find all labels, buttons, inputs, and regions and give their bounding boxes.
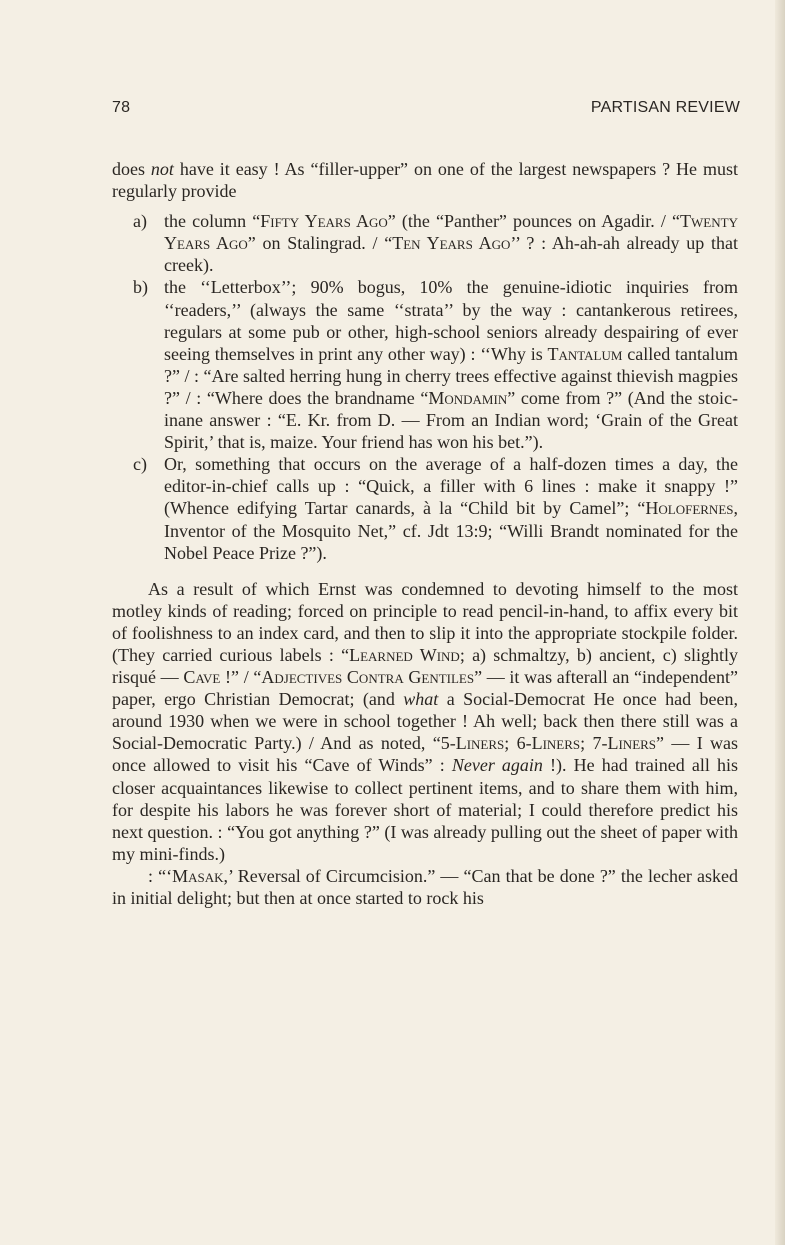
page-number: 78	[112, 99, 131, 116]
list-item-a: a) the column “Fifty Years Ago” (the “Panther” pounces on Agadir. / “Twenty Years Ago” on Stalingrad. / “Ten Years Ago’’ ? : Ah-ah-ah already up that creek).	[133, 211, 739, 276]
body-text	[112, 158, 738, 909]
page-edge	[775, 0, 785, 1245]
list-item-c: c) Or, something that occurs on the average of a half-dozen times a day, the editor-in-chief calls up : “Quick, a filler with 6 lines : make it snappy !” (Whence edifying Tartar canards, à la “Child bit by Camel”; “Holofernes, Inventor of the Mosquito Net,” cf. Jdt 13:9; “Willi Brandt nominated for the Nobel Peace Prize ?”).	[133, 454, 738, 563]
enumerated-list	[112, 210, 738, 564]
running-header	[112, 99, 740, 123]
journal-title: PARTISAN REVIEW	[590, 99, 740, 116]
paragraph-main: As a result of which Ernst was condemned to devoting himself to the most motley kinds of reading; forced on principle to read pencil-in-hand, to affix every bit of foolishness to an index card, and then to slip it into the appropriate stockpile folder. (They carried curious labels : “Learned Wind; a) schmaltzy, b) ancient, c) slightly risqué — Cave !” / “Adjectives Contra Gentiles” — it was afterall an “independent” paper, ergo Christian Democrat; (and what a Social-Democrat He once had been, around 1930 when we were in school together ! Ah well; back then there still was a Social-Democratic Party.) / And as noted, “5-Liners; 6-Liners; 7-Liners” — I was once allowed to visit his “Cave of Winds” : Never again !). He had trained all his closer acquaintances likewise to collect pertinent items, and to share them with him, for despite his labors he was forever short of material; I could therefore predict his next question. : “You got anything ?” (I was already pulling out the sheet of paper with my mini-finds.)	[112, 578, 739, 864]
lead-paragraph: does not have it easy ! As “filler-upper” on one of the largest newspapers ? He must regularly provide	[112, 159, 738, 202]
paragraph-dialogue: : “‘Masak,’ Reversal of Circumcision.” — “Can that be done ?” the lecher asked in initial delight; but then at once started to rock his	[112, 865, 738, 908]
list-marker: a)	[133, 211, 147, 232]
list-item-b: b) the ‘‘Letterbox’’; 90% bogus, 10% the genuine-idiotic inquiries from ‘‘readers,’’ (always the same ‘‘strata’’ by the way : cantankerous retirees, regulars at some pub or other, high-school seniors already despairing of ever seeing themselves in print any other way) : ‘‘Why is Tantalum called tantalum ?” / : “Are salted herring hung in cherry trees effective against thievish magpies ?” / : “Where does the brandname “Mondamin” come from ?” (And the stoic-inane answer : “E. Kr. from D. — From an Indian word; ‘Grain of the Great Spirit,’ that is, maize. Your friend has won his bet.”).	[133, 277, 738, 453]
list-marker: b)	[133, 277, 148, 298]
list-marker: c)	[133, 454, 147, 475]
